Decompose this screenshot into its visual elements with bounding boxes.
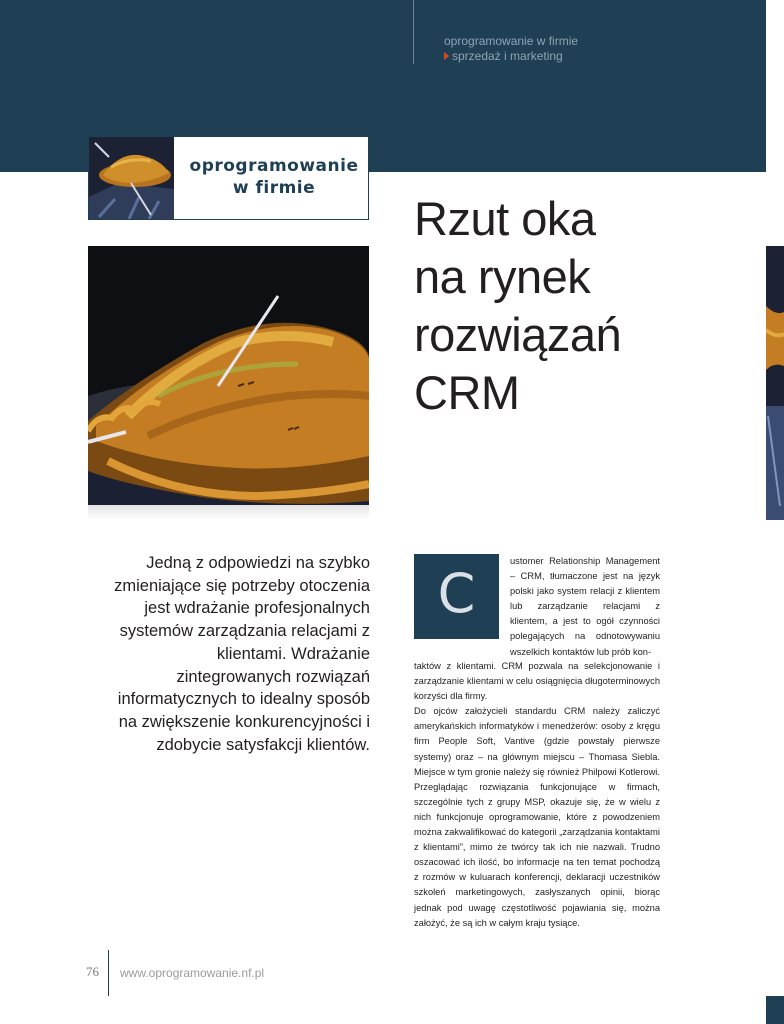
drop-cap-box	[414, 554, 499, 639]
adjacent-page-image-edge	[766, 246, 784, 520]
triangle-arrow-icon	[444, 52, 449, 60]
header-divider	[413, 0, 414, 64]
title-line: CRM	[414, 366, 520, 419]
body-paragraph: Przeglądając rozwiązania funkcjonujące w firmach, szczególnie tych z grupy MSP, okazuje się, że w wielu z nich funkcjonuje oprogramowanie, które z powodzeniem można zakwalifikować do kategorii „zarządzania kontaktami z klientami”, mimo że twórcy tak ich nie nazwali. Trudno oszacować ich ilość, bo informacje na ten temat pochodzą z rozmów w kuluarach konferencji, deklaracji uczestników szkoleń marketingowych, zasłyszanych opinii, biorąc jednak pod uwagę częstotliwość pojawiania się, można założyć, że są ich w całym kraju tysiące.	[414, 781, 660, 928]
page-number: 76	[86, 964, 99, 979]
title-line: Rzut oka	[414, 192, 596, 245]
body-paragraph: taktów z klientami. CRM pozwala na selekcjonowanie i zarządzanie klientami w celu osiągnięcia długoterminowych korzyści dla firmy.	[414, 661, 660, 702]
breadcrumb-subsection	[444, 49, 578, 64]
drop-cap-letter: C	[437, 562, 476, 625]
breadcrumb-section: oprogramowanie w firmie	[444, 34, 579, 48]
title-line: na rynek	[414, 250, 591, 303]
article-body	[414, 659, 660, 931]
section-breadcrumb	[444, 34, 578, 64]
article-title	[414, 190, 744, 422]
title-line: rozwiązań	[414, 308, 622, 361]
section-label-line2: w firmie	[232, 178, 316, 198]
breadcrumb-subsection-label: sprzedaż i marketing	[452, 49, 563, 63]
section-label-line1: oprogramowanie	[189, 156, 359, 176]
section-label	[181, 155, 367, 199]
section-label-box	[88, 136, 369, 220]
pie-thumbnail-image	[89, 137, 174, 219]
article-body-intro: ustomer Relationship Management – CRM, tłumaczone jest na język polski jako system relacji z klientem lub zarządzanie relacjami z klientem, a jest to ogół czynności polegających na odnotowywaniu wszelkich kontaktów lub prób kon-	[510, 556, 660, 657]
article-lead: Jedną z odpowiedzi na szybko zmieniające się potrzeby otoczenia jest wdrażanie profesjonalnych systemów zarządzania relacjami z klientami. Wdrażanie zintegrowanych rozwiązań informatycznych to idealny sposób na zwiększenie konkurencyjności i zdobycie satysfakcji klientów.	[114, 554, 370, 754]
page-edge-tab	[766, 996, 784, 1024]
footer-divider	[108, 950, 109, 996]
footer-url: www.oprogramowanie.nf.pl	[120, 966, 265, 980]
pie-illustration-image	[88, 246, 369, 505]
body-paragraph: Do ojców założycieli standardu CRM należy zaliczyć amerykańskich informatyków i menedżerów: osoby z kręgu firm People Soft, Vantive (gdzie powstały pierwsze systemy) oraz – na głównym miejscu – Thomasa Siebla. Miejsce w tym gronie należy się również Philpowi Kotlerowi.	[414, 706, 660, 777]
image-shadow	[88, 505, 369, 519]
